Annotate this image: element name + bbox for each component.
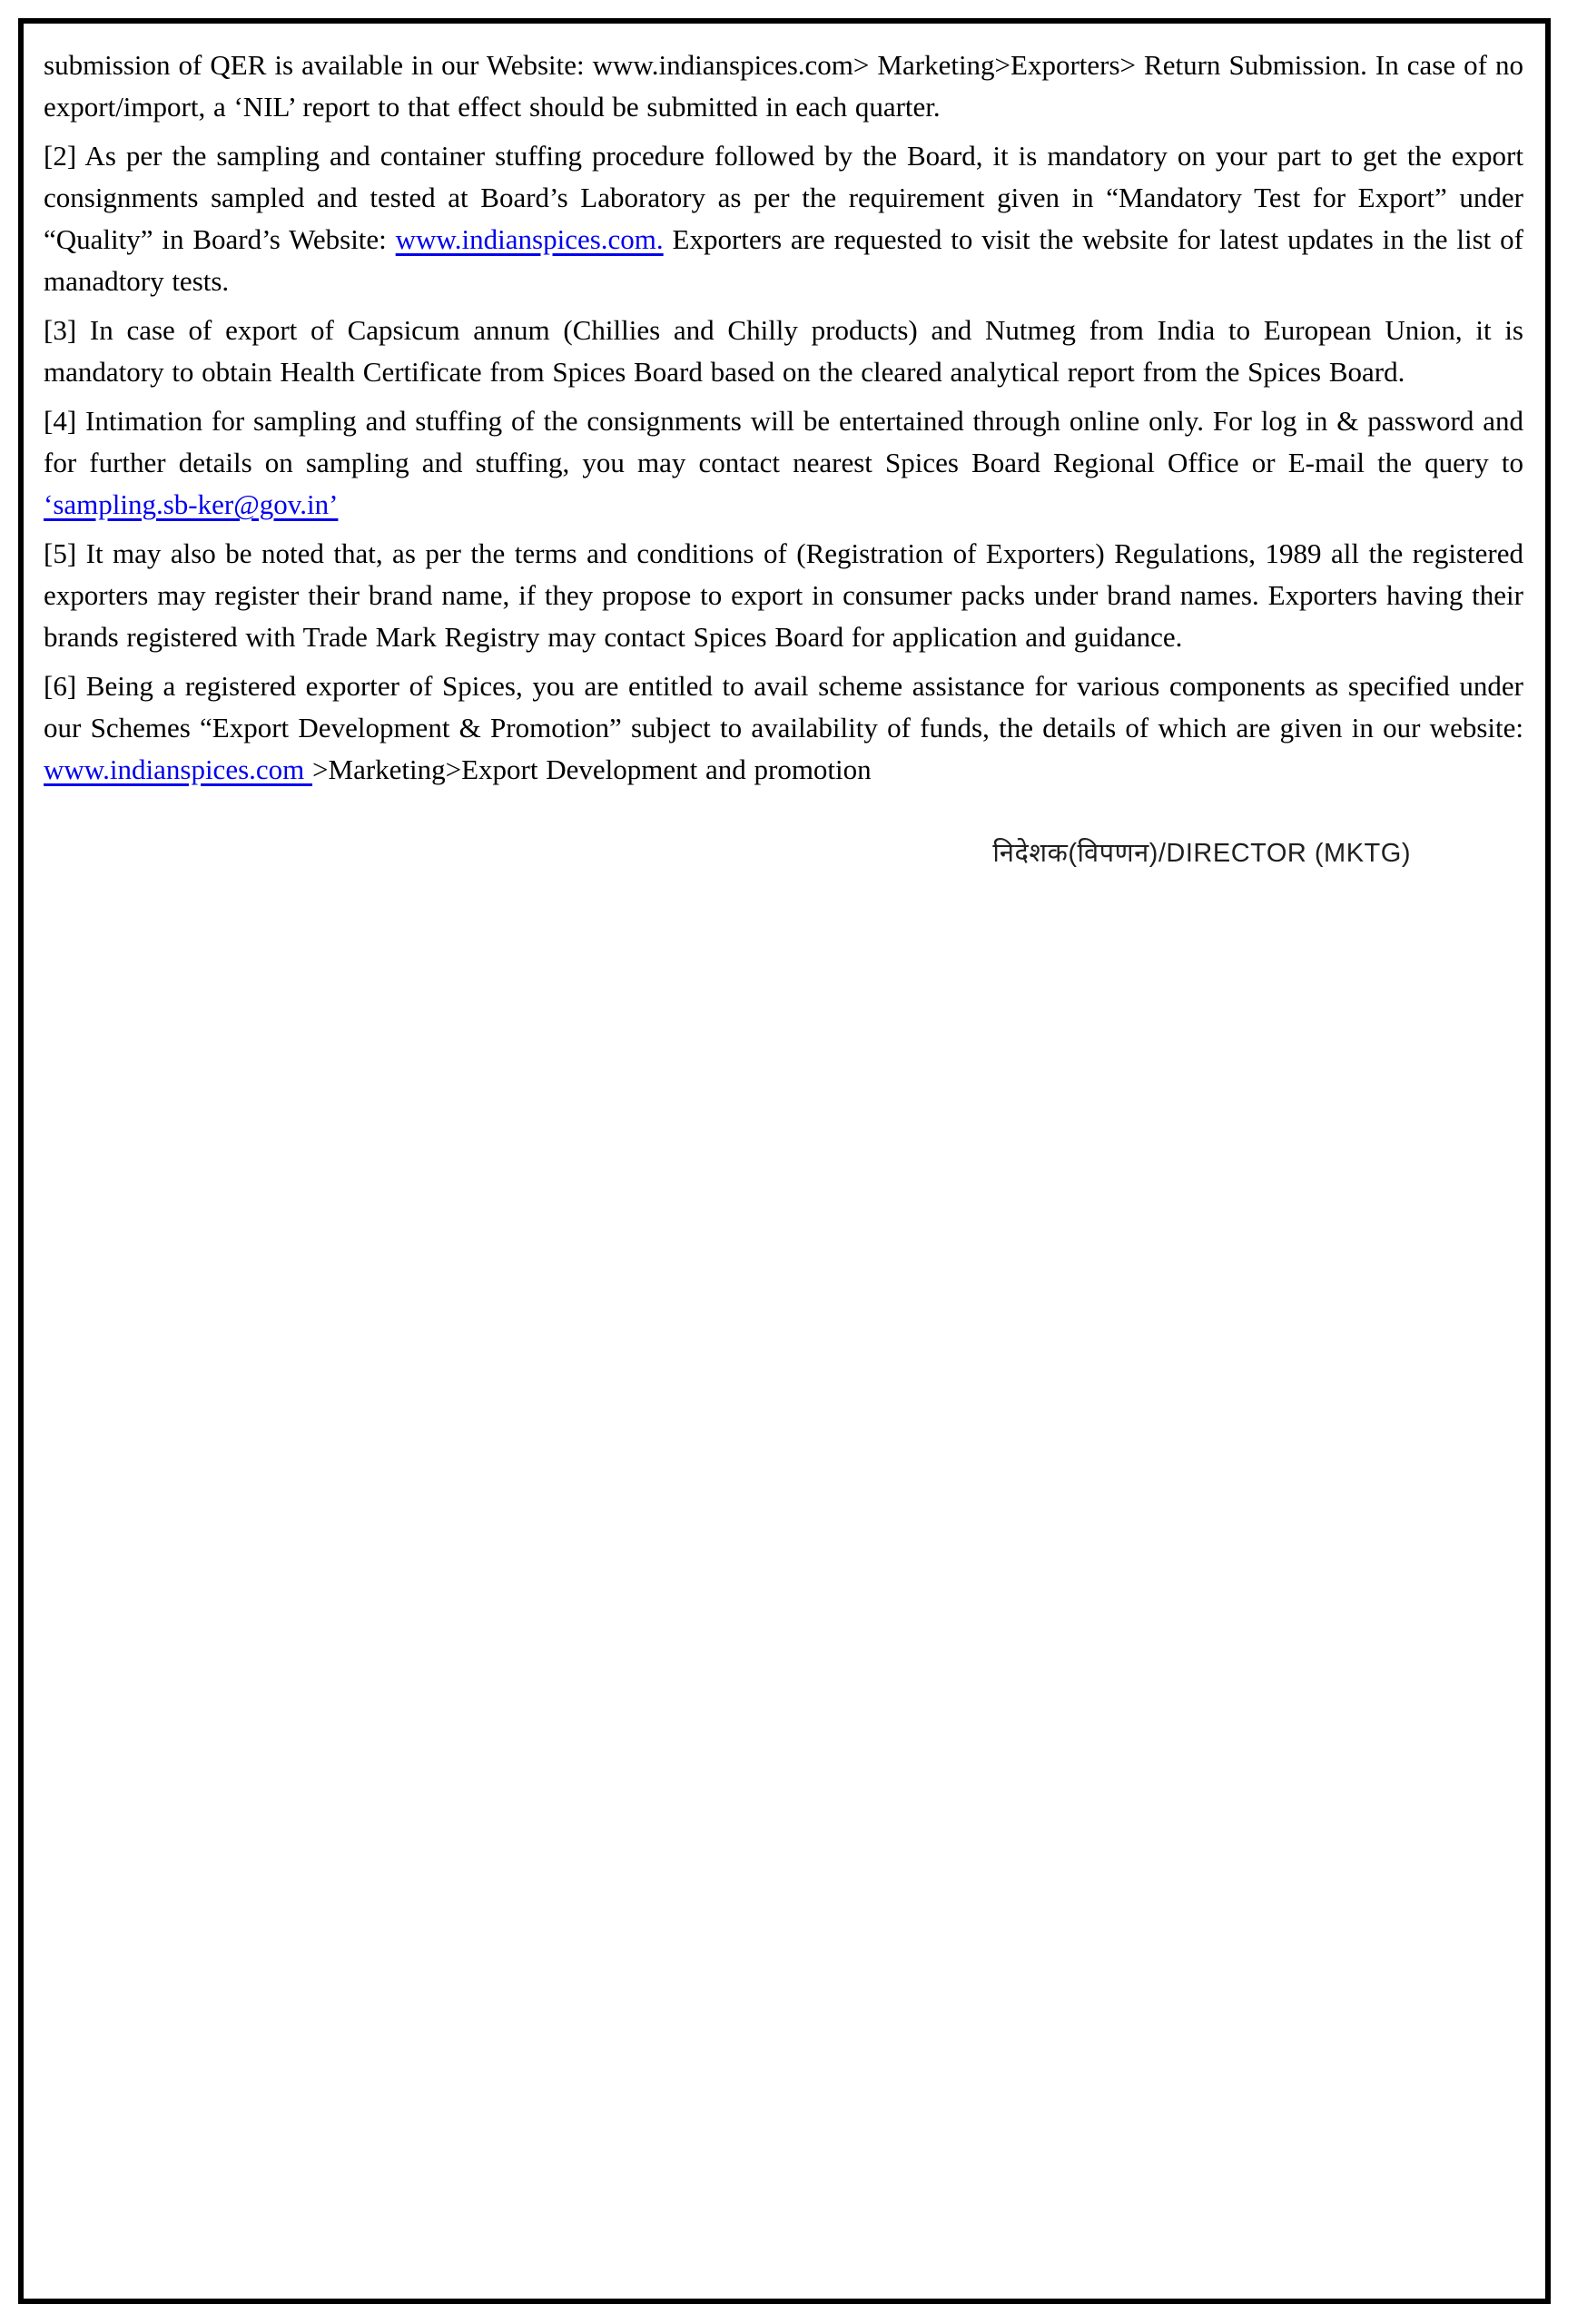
text-run: Exporters are requested to visit the website for latest updates in the list of manadtory tests. <box>44 223 1523 297</box>
signature-block <box>24 834 1545 870</box>
text-run: [3] In case of export of Capsicum annum (Chillies and Chilly products) and Nutmeg from India to European Union, it is mandatory to obtain Health Certificate from Spices Board based on the cleared analytical report from the Spices Board. <box>44 314 1523 388</box>
text-run: submission of QER is available in our Website: www.indianspices.com> Marketing>Exporters> Return Submission. In case of no export/import, a ‘NIL’ report to that effect should be submitted in each quarter. <box>44 49 1523 123</box>
sampling-email-link[interactable]: ‘sampling.sb-ker@gov.in’ <box>44 488 339 520</box>
signatory-title: निदेशक(विपणन)/DIRECTOR (MKTG) <box>992 839 1411 868</box>
text-run: [5] It may also be noted that, as per the terms and conditions of (Registration of Exporters) Regulations, 1989 all the registered exporters may register their brand name, if they propose to export in consumer packs under brand names. Exporters having their brands registered with Trade Mark Registry may contact Spices Board for application and guidance. <box>44 537 1523 653</box>
page-border-frame <box>18 18 1551 2304</box>
text-run: [4] Intimation for sampling and stuffing of the consignments will be entertained through online only. For log in & password and for further details on sampling and stuffing, you may contact nearest Spices Board Regional Office or E-mail the query to <box>44 405 1523 478</box>
paragraph <box>44 665 1523 791</box>
text-run: [6] Being a registered exporter of Spices, you are entitled to avail scheme assistance for various components as specified under our Schemes “Export Development & Promotion” subject to availability of funds, the details of which are given in our website: <box>44 670 1523 743</box>
text-run: >Marketing>Export Development and promotion <box>312 753 872 785</box>
board-website-link[interactable]: www.indianspices.com. <box>395 223 664 255</box>
paragraph <box>44 135 1523 302</box>
paragraph <box>44 400 1523 526</box>
paragraph <box>44 533 1523 658</box>
website-link[interactable]: www.indianspices.com <box>44 753 313 785</box>
text-run: [2] As per the sampling and container stuffing procedure followed by the Board, it is mandatory on your part to get the export consignments sampled and tested at Board’s Laboratory as per the requirement given in “Mandatory Test for Export” under “Quality” in Board’s Website: <box>44 140 1523 255</box>
document-body <box>24 24 1545 791</box>
paragraph <box>44 310 1523 393</box>
paragraph <box>44 44 1523 128</box>
